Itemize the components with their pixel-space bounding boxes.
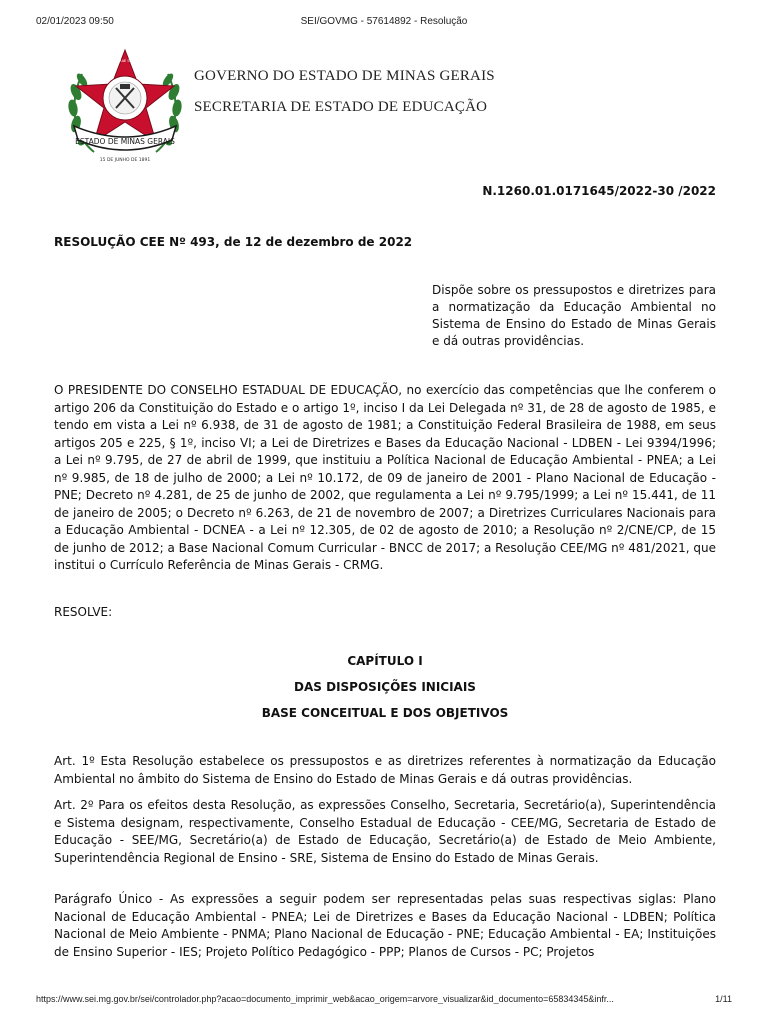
- print-url-link[interactable]: https://www.sei.mg.gov.br/sei/controlador.php?acao=documento_imprimir_web&acao_origem=arvore_visualizar&id_documento=65834345&infr...: [36, 994, 614, 1004]
- letterhead-secretariat: SECRETARIA DE ESTADO DE EDUCAÇÃO: [194, 99, 488, 115]
- minas-gerais-coat-of-arms: [60, 44, 190, 168]
- print-page-title: SEI/GOVMG - 57614892 - Resolução: [300, 16, 468, 27]
- paragrafo-unico: Parágrafo Único - As expressões a seguir podem ser representadas pelas suas respectivas siglas: Plano Nacional de Educação Ambiental - PNEA; Lei de Diretrizes e Bases da Educação Nacional - LDBEN; Política Nacional de Meio Ambiente - PNMA; Plano Nacional de Educação - PNE; Educação Ambiental - EA; Instituições de Ensino Superior - IES; Projeto Político Pedagógico - PPP; Planos de Cursos - PC; Projetos: [54, 892, 716, 959]
- print-header: [36, 16, 732, 30]
- page-number: 1/11: [715, 994, 732, 1004]
- chapter-number: CAPÍTULO I: [347, 654, 423, 668]
- resolution-title: RESOLUÇÃO CEE Nº 493, de 12 de dezembro de 2022: [54, 235, 413, 249]
- article-2: Art. 2º Para os efeitos desta Resolução, as expressões Conselho, Secretaria, Secretário(a), Superintendência e Sistema designam, respectivamente, Conselho Estadual de Educação - CEE/MG, Secretaria de Estado de Educação - SEE/MG, Secretário(a) de Estado de Educação, Secretário(a) de Estado de Meio Ambiente, Superintendência Regional de Ensino - SRE, Sistema de Ensino do Estado de Minas Gerais.: [54, 798, 716, 865]
- emblem-motto-text: LIBERTAS QUÆ SERA TAMEN: [100, 59, 150, 63]
- resolve-label: RESOLVE:: [54, 605, 113, 619]
- chapter-subtitle: BASE CONCEITUAL E DOS OBJETIVOS: [261, 706, 509, 720]
- preamble: O PRESIDENTE DO CONSELHO ESTADUAL DE EDUCAÇÃO, no exercício das competências que lhe conferem o artigo 206 da Constituição do Estado e o artigo 1º, inciso I da Lei Delegada nº 31, de 28 de agosto de 1985, e tendo em vista a Lei nº 6.938, de 31 de agosto de 1981; a Constituição Federal Brasileira de 1988, em seus artigos 205 e 225, § 1º, inciso VI; a Lei de Diretrizes e Bases da Educação Nacional - LDBEN - Lei 9394/1996; a Lei nº 9.795, de 27 de abril de 1999, que instituiu a Política Nacional de Educação Ambiental - PNEA; a Lei nº 9.985, de 18 de julho de 2000; a Lei nº 10.172, de 09 de janeiro de 2001 - Plano Nacional de Educação - PNE; Decreto nº 4.281, de 25 de junho de 2002, que regulamenta a Lei nº 9.795/1999; a Lei nº 15.441, de 11 de janeiro de 2005; o Decreto nº 6.263, de 21 de novembro de 2007; a Diretrizes Curriculares Nacionais para a Educação Ambiental - DCNEA - a Lei nº 12.305, de 02 de agosto de 2010; a Resolução nº 2/CNE/CP, de 15 de junho de 2012; a Base Nacional Comum Curricular - BNCC de 2017; a Resolução CEE/MG nº 481/2021, que institui o Currículo Referência de Minas Gerais - CRMG.: [54, 383, 716, 572]
- print-footer: [36, 994, 732, 1008]
- print-datetime: 02/01/2023 09:50: [36, 16, 114, 27]
- article-1: Art. 1º Esta Resolução estabelece os pressupostos e as diretrizes referentes à normatização da Educação Ambiental no âmbito do Sistema de Ensino do Estado de Minas Gerais e dá outras providências.: [54, 754, 716, 786]
- emblem-date-text: 15 DE JUNHO DE 1891: [99, 158, 151, 163]
- emblem-ribbon-text: ESTADO DE MINAS GERAIS: [75, 137, 175, 146]
- chapter-title: DAS DISPOSIÇÕES INICIAIS: [294, 680, 476, 694]
- letterhead-government: GOVERNO DO ESTADO DE MINAS GERAIS: [194, 68, 495, 84]
- ementa: Dispõe sobre os pressupostos e diretrizes para a normatização da Educação Ambiental no Sistema de Ensino do Estado de Minas Gerais e dá outras providências.: [432, 283, 716, 348]
- process-number: N.1260.01.0171645/2022-30 /2022: [482, 184, 716, 198]
